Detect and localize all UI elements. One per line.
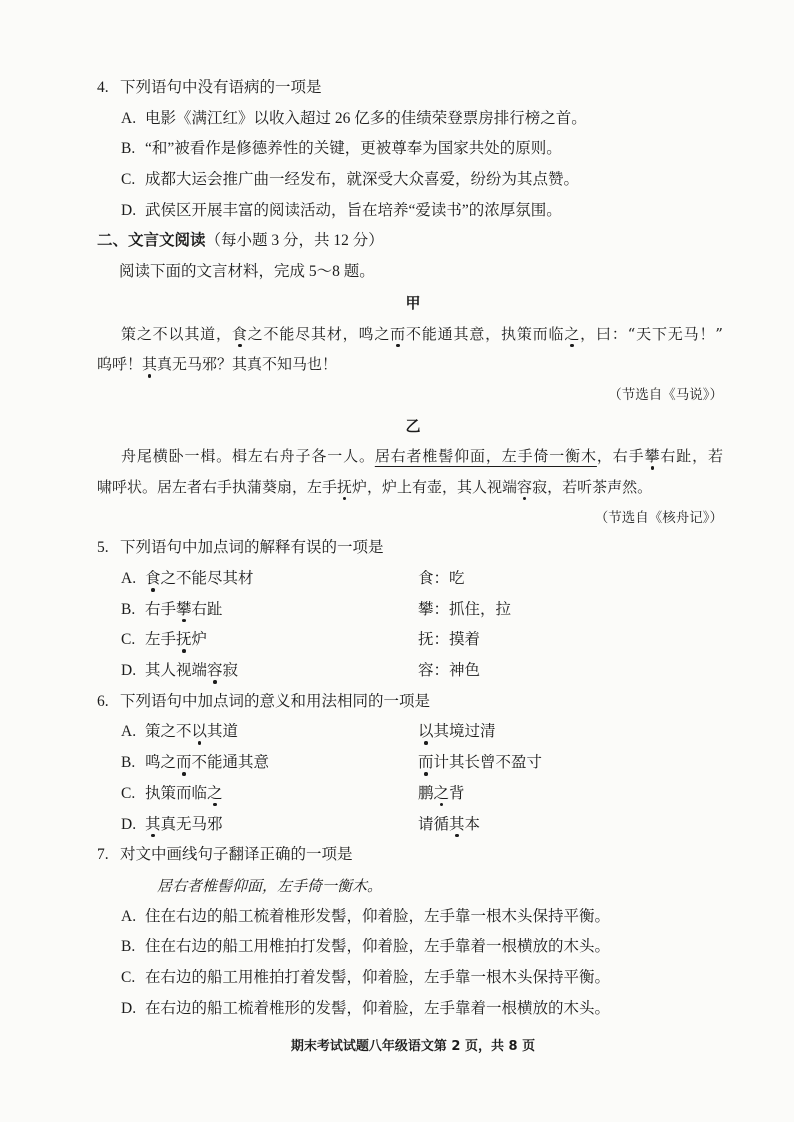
option-text: 在右边的船工梳着椎形的发髻，仰着脸，左手靠着一根横放的木头。	[145, 999, 611, 1017]
option-label: B.	[121, 600, 136, 618]
q6-option-a	[97, 717, 729, 748]
text-segment: 寂，若听茶声然。	[532, 477, 653, 496]
q6-option-d	[97, 810, 729, 841]
option-text: 住在右边的船工用椎拍打发髻，仰着脸，左手靠着一根横放的木头。	[145, 938, 611, 956]
option-sentence	[145, 564, 418, 595]
text-segment: 之不能尽其材	[160, 570, 254, 587]
option-text: 武侯区开展丰富的阅读活动，旨在培养“爱读书”的浓厚氛围。	[145, 201, 562, 219]
option-sentence	[145, 595, 418, 626]
q5-option-b	[97, 595, 729, 626]
option-sentence	[145, 625, 418, 656]
option-label: D.	[121, 815, 137, 833]
text-segment: 炉	[191, 631, 208, 649]
text-segment: ，曰：“天下无马！”	[580, 324, 723, 343]
text-segment: 右趾，若	[660, 447, 723, 466]
underlined-sentence: 居右者椎髻仰面，左手倚一衡木	[374, 447, 597, 466]
q6-option-c	[97, 779, 729, 810]
question-number: 4.	[97, 79, 109, 96]
text-segment: 请循	[418, 815, 450, 833]
text-segment: 寂	[222, 662, 239, 680]
text-segment: 策之不	[145, 723, 192, 741]
option-text: 成都大运会推广曲一经发布，就深受大众喜爱，纷纷为其点赞。	[145, 171, 580, 189]
emphasis-dot-char: 而	[390, 324, 406, 343]
emphasis-dot-char: 食	[231, 324, 248, 343]
passage-yi-line-2	[97, 472, 729, 503]
q5-option-d	[97, 656, 729, 687]
q7-quoted-sentence: 居右者椎髻仰面，左手倚一衡木。	[157, 876, 383, 895]
option-label: A.	[121, 907, 137, 925]
text-segment: 背	[449, 784, 465, 802]
text-segment: 鸣之	[145, 754, 177, 772]
text-segment: 呜呼！	[97, 355, 143, 374]
option-text: “和”被看作是修德养性的关键，更被尊奉为国家共处的原则。	[145, 140, 562, 158]
text-segment: 策之不以其道，	[121, 324, 232, 343]
option-left-sentence	[145, 810, 418, 841]
option-gloss: 抚：摸着	[418, 631, 481, 649]
emphasis-dot-char: 攀	[644, 447, 661, 466]
passage-yi-line-1	[97, 441, 729, 472]
question-number: 6.	[97, 692, 109, 710]
option-text: 电影《满江红》以收入超过 26 亿多的佳绩荣登票房排行榜之首。	[145, 109, 587, 127]
option-label: B.	[121, 754, 136, 772]
emphasis-dot-char: 食	[145, 570, 161, 587]
option-label: D.	[121, 999, 137, 1017]
option-label: A.	[121, 723, 137, 741]
text-segment: 不能通其意	[191, 754, 270, 772]
q6-option-b	[97, 748, 729, 779]
question-4-stem	[97, 73, 729, 104]
option-label: C.	[121, 171, 136, 189]
question-text: 下列语句中没有语病的一项是	[120, 79, 322, 96]
page-footer: 期末考试试题八年级语文第 2 页，共 8 页	[290, 1039, 536, 1054]
emphasis-dot-char: 容	[207, 662, 223, 680]
text-segment: 其境过清	[433, 723, 496, 741]
passage-jia-title: 甲	[405, 293, 421, 312]
question-7-stem	[97, 840, 729, 871]
option-left-sentence	[145, 717, 418, 748]
option-right-sentence	[418, 754, 542, 771]
text-segment: 计其长曾不盈寸	[433, 754, 543, 772]
question-number: 7.	[97, 846, 109, 864]
option-sentence	[145, 656, 418, 687]
text-segment: 执策而临	[145, 784, 208, 802]
emphasis-dot-char: 其	[449, 815, 465, 833]
section-heading	[97, 226, 729, 257]
option-gloss: 容：神色	[418, 662, 481, 680]
question-5-stem	[97, 533, 729, 564]
text-segment: 左手	[145, 631, 177, 649]
page-content	[97, 73, 729, 1024]
text-segment: 其人视端	[145, 662, 208, 680]
emphasis-dot-char: 而	[176, 754, 192, 772]
option-label: D.	[121, 201, 137, 219]
option-left-sentence	[145, 748, 418, 779]
option-label: D.	[121, 662, 137, 680]
option-label: C.	[121, 968, 136, 986]
emphasis-dot-char: 其	[145, 815, 161, 833]
text-segment: 真无马邪？其真不知马也！	[157, 355, 338, 374]
text-segment: 本	[464, 815, 481, 833]
emphasis-dot-char: 以	[191, 723, 208, 741]
option-right-sentence	[418, 816, 480, 833]
option-right-sentence	[418, 723, 496, 740]
q5-option-a	[97, 564, 729, 595]
passage-yi-title: 乙	[405, 416, 421, 435]
passage-jia-line-1	[97, 319, 729, 350]
question-text: 下列语句中加点词的意义和用法相同的一项是	[120, 692, 431, 710]
q4-option-b	[97, 134, 729, 165]
section-title: 二、文言文阅读	[97, 232, 206, 250]
section-score-note: （每小题 3 分，共 12 分）	[205, 232, 384, 250]
text-segment: 右趾	[191, 600, 223, 618]
option-text: 住在右边的船工梳着椎形发髻，仰着脸，左手靠一根木头保持平衡。	[145, 907, 611, 925]
q7-option-d	[97, 994, 729, 1025]
text-segment: 舟尾横卧一楫。楫左右舟子各一人。	[121, 447, 375, 466]
text-segment: 右手	[145, 600, 177, 618]
emphasis-dot-char: 以	[418, 723, 434, 741]
text-segment: 其道	[207, 723, 239, 741]
option-label: A.	[121, 109, 137, 127]
emphasis-dot-char: 之	[207, 784, 223, 802]
question-number: 5.	[97, 539, 109, 557]
passage-yi-source: （节选自《核舟记》）	[594, 509, 723, 526]
question-text: 下列语句中加点词的解释有误的一项是	[120, 539, 384, 557]
passage-jia-source: （节选自《马说》）	[608, 386, 723, 403]
option-right-sentence	[418, 785, 465, 802]
emphasis-dot-char: 抚	[337, 477, 353, 496]
option-gloss: 攀：抓住，拉	[418, 600, 512, 618]
q4-option-a	[97, 104, 729, 135]
option-text: 在右边的船工用椎拍打着发髻，仰着脸，左手靠一根木头保持平衡。	[145, 968, 611, 986]
emphasis-dot-char: 攀	[176, 600, 192, 618]
option-label: B.	[121, 140, 136, 158]
question-text: 对文中画线句子翻译正确的一项是	[120, 846, 353, 864]
q7-option-b	[97, 932, 729, 963]
option-label: C.	[121, 631, 136, 649]
text-segment: 真无马邪	[160, 815, 223, 833]
emphasis-dot-char: 容	[517, 477, 533, 496]
section-instruction: 阅读下面的文言材料，完成 5～8 题。	[119, 263, 375, 281]
question-6-stem	[97, 687, 729, 718]
emphasis-dot-char: 之	[433, 784, 450, 802]
option-gloss: 食：吃	[418, 570, 465, 587]
option-label: C.	[121, 784, 136, 802]
text-segment: ，右手	[596, 447, 645, 466]
q4-option-c	[97, 165, 729, 196]
option-left-sentence	[145, 779, 418, 810]
text-segment: 不能通其意，执策而临	[406, 324, 565, 343]
emphasis-dot-char: 之	[564, 324, 581, 343]
emphasis-dot-char: 而	[418, 754, 434, 772]
passage-jia-line-2	[97, 349, 729, 380]
option-label: A.	[121, 570, 137, 587]
text-segment: 之不能尽其材，鸣之	[247, 324, 391, 343]
option-label: B.	[121, 938, 136, 956]
q4-option-d	[97, 196, 729, 227]
text-segment: 鹏	[418, 784, 434, 802]
q7-option-c	[97, 963, 729, 994]
q5-option-c	[97, 625, 729, 656]
emphasis-dot-char: 其	[142, 355, 158, 374]
text-segment: 炉，炉上有壶，其人视端	[352, 477, 518, 496]
text-segment: 啸呼状。居左者右手执蒲葵扇，左手	[97, 477, 338, 496]
q7-option-a	[97, 902, 729, 933]
emphasis-dot-char: 抚	[176, 631, 192, 649]
